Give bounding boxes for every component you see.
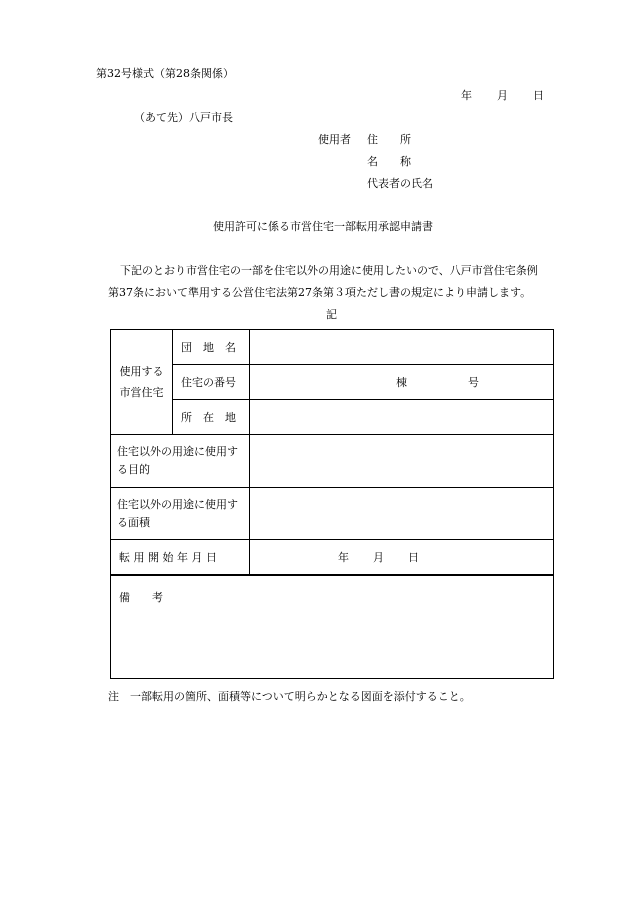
start-date-label: 転 用 開 始 年 月 日 [111, 540, 250, 575]
area-label: 住宅以外の用途に使用する面積 [111, 488, 250, 540]
table-row-danchi [111, 330, 554, 365]
remarks-label: 備 考 [119, 590, 163, 604]
purpose-label: 住宅以外の用途に使用する目的 [111, 435, 250, 488]
table-row-purpose [111, 435, 554, 488]
remarks-field[interactable] [111, 575, 554, 679]
house-number-building-label: 棟 [396, 376, 407, 389]
form-number: 第32号様式（第28条関係） [96, 67, 234, 80]
start-date-field[interactable] [250, 540, 554, 575]
housing-group-label [111, 330, 173, 435]
start-date-year-label: 年 [338, 551, 349, 564]
body-line-2: 第37条において準用する公営住宅法第27条第３項ただし書の規定により申請します。 [108, 286, 532, 299]
document-title: 使用許可に係る市営住宅一部転用承認申請書 [213, 220, 433, 233]
start-date-day-label: 日 [408, 551, 419, 564]
date-month-label: 月 [497, 89, 508, 102]
danchi-name-label: 団 地 名 [173, 330, 250, 365]
table-row-number [111, 365, 554, 400]
house-number-field[interactable] [250, 365, 554, 400]
purpose-field[interactable] [250, 435, 554, 488]
location-label: 所 在 地 [173, 400, 250, 435]
body-line-1: 下記のとおり市営住宅の一部を住宅以外の用途に使用したいので、八戸市営住宅条例 [120, 264, 538, 277]
danchi-name-field[interactable] [250, 330, 554, 365]
application-form-table [110, 329, 554, 679]
applicant-role-label: 使用者 [318, 133, 351, 146]
applicant-name-label: 名 称 [367, 155, 411, 168]
applicant-address-label: 住 所 [367, 133, 411, 146]
house-number-unit-label: 号 [468, 376, 479, 389]
applicant-rep-label: 代表者の氏名 [367, 177, 433, 190]
location-field[interactable] [250, 400, 554, 435]
house-number-label: 住宅の番号 [173, 365, 250, 400]
table-row-location [111, 400, 554, 435]
area-field[interactable] [250, 488, 554, 540]
table-row-area [111, 488, 554, 540]
addressee: （あて先）八戸市長 [134, 111, 233, 124]
start-date-month-label: 月 [373, 551, 384, 564]
housing-group-label-line1: 使用する [119, 365, 164, 378]
table-row-start-date [111, 540, 554, 575]
attachment-note: 注 一部転用の箇所、面積等について明らかとなる図面を添付すること。 [108, 690, 471, 703]
date-day-label: 日 [533, 89, 544, 102]
table-row-remarks [111, 575, 554, 679]
housing-group-label-line2: 市営住宅 [119, 386, 164, 399]
ki-label: 記 [326, 308, 337, 321]
date-year-label: 年 [461, 89, 472, 102]
